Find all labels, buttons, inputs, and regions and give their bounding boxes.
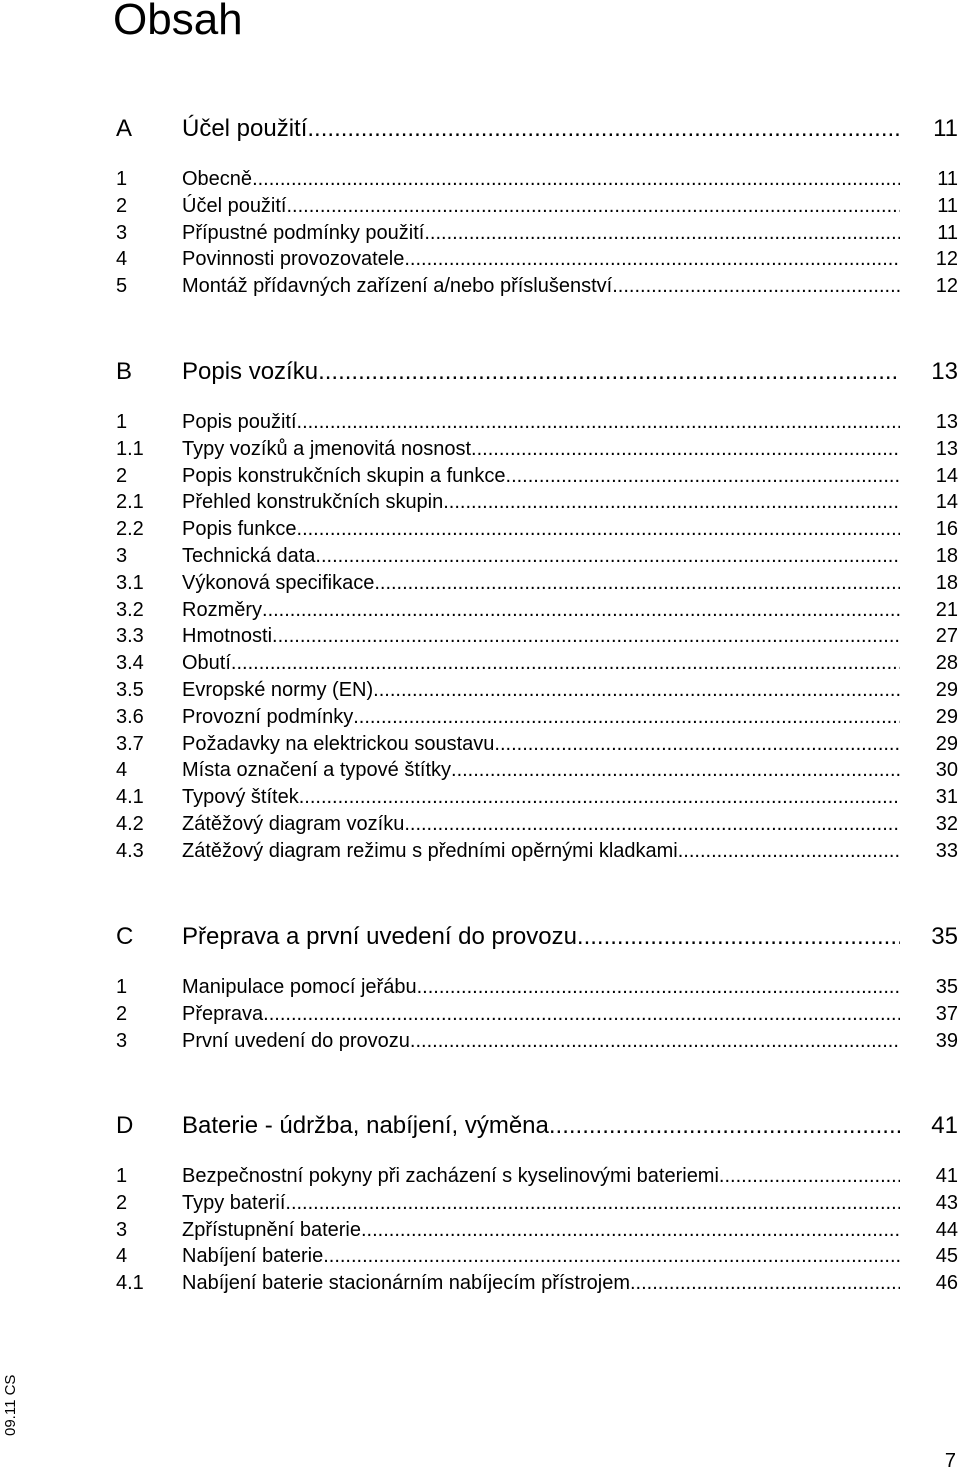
toc-row[interactable] xyxy=(116,1001,958,1028)
toc-row[interactable] xyxy=(116,489,958,516)
item-page: 39 xyxy=(935,1029,958,1052)
toc-row[interactable] xyxy=(116,1028,958,1055)
item-number: 1 xyxy=(116,168,128,190)
item-title: Požadavky na elektrickou soustavu xyxy=(182,732,495,755)
toc-section-a xyxy=(116,114,958,300)
toc-row[interactable] xyxy=(116,1163,958,1190)
item-number: 2 xyxy=(116,464,128,487)
item-title: Přeprava xyxy=(182,1002,264,1025)
item-number: 1 xyxy=(116,976,128,998)
item-title: Hmotnosti xyxy=(182,625,273,648)
item-title: Provozní podmínky xyxy=(182,705,354,728)
item-number: 2 xyxy=(116,1191,128,1214)
dot-leader xyxy=(231,650,900,677)
item-title: Nabíjení baterie xyxy=(182,1245,324,1268)
item-title: Evropské normy (EN) xyxy=(182,678,374,701)
toc-row[interactable] xyxy=(116,1190,958,1217)
item-page: 18 xyxy=(935,544,958,567)
item-page: 13 xyxy=(935,411,958,433)
item-page: 29 xyxy=(935,732,958,755)
toc-row[interactable] xyxy=(116,409,958,436)
toc-row[interactable] xyxy=(116,731,958,758)
item-number: 5 xyxy=(116,275,128,298)
item-number: 4.2 xyxy=(116,812,144,835)
toc-row[interactable] xyxy=(116,677,958,704)
dot-leader xyxy=(285,1190,900,1217)
dot-leader xyxy=(315,543,900,570)
chapter-title: Baterie - údržba, nabíjení, výměna xyxy=(182,1112,549,1139)
item-number: 4 xyxy=(116,248,128,271)
item-page: 37 xyxy=(935,1002,958,1025)
toc-row[interactable] xyxy=(116,516,958,543)
item-title: Povinnosti provozovatele xyxy=(182,248,405,271)
dot-leader xyxy=(361,1217,900,1244)
dot-leader xyxy=(471,436,900,463)
dot-leader xyxy=(353,704,900,731)
toc-section-b xyxy=(116,357,958,865)
item-title: Nabíjení baterie stacionárním nabíjecím přístrojem xyxy=(182,1272,630,1295)
dot-leader xyxy=(630,1270,900,1297)
dot-leader xyxy=(307,114,900,144)
dot-leader xyxy=(262,597,900,624)
item-page: 32 xyxy=(935,812,958,835)
toc-row[interactable] xyxy=(116,543,958,570)
toc-chapter-row[interactable] xyxy=(116,357,958,387)
item-page: 29 xyxy=(935,705,958,728)
item-title: Zpřístupnění baterie xyxy=(182,1218,361,1241)
item-page: 35 xyxy=(935,976,958,998)
item-number: 3.3 xyxy=(116,625,144,648)
item-page: 11 xyxy=(937,194,958,217)
dot-leader xyxy=(577,922,900,952)
dot-leader xyxy=(263,1001,900,1028)
toc-row[interactable] xyxy=(116,166,958,193)
toc-section-c xyxy=(116,922,958,1054)
toc-row[interactable] xyxy=(116,650,958,677)
item-title: Účel použití xyxy=(182,194,287,217)
toc-row[interactable] xyxy=(116,704,958,731)
item-number: 2.1 xyxy=(116,491,144,514)
item-number: 3.2 xyxy=(116,598,144,621)
dot-leader xyxy=(678,838,900,865)
item-page: 45 xyxy=(935,1245,958,1268)
item-number: 4 xyxy=(116,759,128,782)
page-title: Obsah xyxy=(113,0,243,44)
toc-row[interactable] xyxy=(116,570,958,597)
toc-row[interactable] xyxy=(116,1243,958,1270)
item-page: 14 xyxy=(935,464,958,487)
item-number: 1 xyxy=(116,1165,128,1187)
item-title: Manipulace pomocí jeřábu xyxy=(182,976,417,998)
item-number: 3 xyxy=(116,221,128,244)
item-page: 31 xyxy=(935,786,958,809)
item-title: Přehled konstrukčních skupin xyxy=(182,491,444,514)
dot-leader xyxy=(323,1243,900,1270)
item-number: 3 xyxy=(116,1218,128,1241)
chapter-title: Přeprava a první uvedení do provozu xyxy=(182,923,577,950)
item-page: 30 xyxy=(935,759,958,782)
item-number: 4.1 xyxy=(116,1272,144,1295)
item-page: 12 xyxy=(935,248,958,271)
item-title: Popis použití xyxy=(182,411,297,433)
toc-row[interactable] xyxy=(116,838,958,865)
item-number: 2 xyxy=(116,194,128,217)
item-title: Montáž přídavných zařízení a/nebo příslušenství xyxy=(182,275,613,298)
item-title: Popis funkce xyxy=(182,518,297,541)
toc-row[interactable] xyxy=(116,974,958,1001)
toc-row[interactable] xyxy=(116,436,958,463)
item-number: 3 xyxy=(116,1029,128,1052)
dot-leader xyxy=(494,731,900,758)
item-title: Místa označení a typové štítky xyxy=(182,759,452,782)
item-page: 13 xyxy=(935,437,958,460)
page-number: 7 xyxy=(944,1450,956,1472)
item-title: Popis konstrukčních skupin a funkce xyxy=(182,464,506,487)
chapter-number: D xyxy=(116,1112,134,1139)
item-page: 43 xyxy=(935,1191,958,1214)
item-number: 4.3 xyxy=(116,839,144,862)
toc-row[interactable] xyxy=(116,273,958,300)
item-number: 3.6 xyxy=(116,705,144,728)
item-title: Bezpečnostní pokyny při zacházení s kyselinovými bateriemi xyxy=(182,1165,719,1187)
dot-leader xyxy=(272,623,900,650)
dot-leader xyxy=(451,757,900,784)
dot-leader xyxy=(404,246,900,273)
item-number: 3.5 xyxy=(116,678,144,701)
item-page: 12 xyxy=(935,275,958,298)
item-number: 2 xyxy=(116,1002,128,1025)
dot-leader xyxy=(549,1111,900,1141)
item-page: 44 xyxy=(935,1218,958,1241)
item-title: Výkonová specifikace xyxy=(182,571,375,594)
dot-leader xyxy=(252,166,900,193)
toc-row[interactable] xyxy=(116,220,958,247)
dot-leader xyxy=(506,463,900,490)
item-number: 3.7 xyxy=(116,732,144,755)
dot-leader xyxy=(299,784,900,811)
dot-leader xyxy=(424,220,900,247)
dot-leader xyxy=(318,357,900,387)
chapter-page: 11 xyxy=(933,115,958,142)
item-number: 4.1 xyxy=(116,786,144,809)
chapter-number: B xyxy=(116,358,133,385)
item-title: Typy baterií xyxy=(182,1191,286,1214)
dot-leader xyxy=(287,193,901,220)
item-page: 46 xyxy=(935,1272,958,1295)
item-page: 14 xyxy=(935,491,958,514)
dot-leader xyxy=(417,974,900,1001)
toc-chapter-row[interactable] xyxy=(116,1111,958,1141)
item-number: 1.1 xyxy=(116,437,144,460)
item-number: 1 xyxy=(116,411,128,433)
toc-row[interactable] xyxy=(116,463,958,490)
item-number: 4 xyxy=(116,1245,128,1268)
item-title: Zátěžový diagram režimu s předními opěrnými kladkami xyxy=(182,839,678,862)
dot-leader xyxy=(297,409,900,436)
item-page: 28 xyxy=(935,652,958,675)
item-page: 16 xyxy=(935,518,958,541)
item-title: První uvedení do provozu xyxy=(182,1029,410,1052)
item-page: 27 xyxy=(935,625,958,648)
item-number: 2.2 xyxy=(116,518,144,541)
dot-leader xyxy=(443,489,900,516)
chapter-number: C xyxy=(116,923,134,950)
item-title: Typový štítek xyxy=(182,786,299,809)
dot-leader xyxy=(374,570,900,597)
item-title: Typy vozíků a jmenovitá nosnost xyxy=(182,437,472,460)
item-page: 41 xyxy=(935,1165,958,1187)
item-title: Přípustné podmínky použití xyxy=(182,221,425,244)
dot-leader xyxy=(297,516,900,543)
toc-row[interactable] xyxy=(116,193,958,220)
chapter-title: Popis vozíku xyxy=(182,358,319,385)
item-title: Obecně xyxy=(182,168,253,190)
toc-row[interactable] xyxy=(116,623,958,650)
item-number: 3.4 xyxy=(116,652,144,675)
toc-chapter-row[interactable] xyxy=(116,114,958,144)
item-page: 29 xyxy=(935,678,958,701)
dot-leader xyxy=(373,677,900,704)
toc-row[interactable] xyxy=(116,784,958,811)
chapter-title: Účel použití xyxy=(182,115,308,142)
item-page: 21 xyxy=(935,598,958,621)
toc-row[interactable] xyxy=(116,246,958,273)
toc-row[interactable] xyxy=(116,1217,958,1244)
toc-row[interactable] xyxy=(116,1270,958,1297)
item-title: Obutí xyxy=(182,652,231,675)
dot-leader xyxy=(404,811,900,838)
dot-leader xyxy=(719,1163,900,1190)
item-page: 11 xyxy=(937,221,958,244)
dot-leader xyxy=(410,1028,900,1055)
version-code: 09.11 CS xyxy=(2,1374,19,1436)
item-number: 3 xyxy=(116,544,128,567)
item-title: Rozměry xyxy=(182,598,263,621)
toc-row[interactable] xyxy=(116,597,958,624)
chapter-page: 41 xyxy=(931,1112,958,1139)
toc-chapter-row[interactable] xyxy=(116,922,958,952)
item-page: 33 xyxy=(935,839,958,862)
dot-leader xyxy=(612,273,900,300)
item-number: 3.1 xyxy=(116,571,144,594)
toc-row[interactable] xyxy=(116,811,958,838)
chapter-page: 35 xyxy=(931,923,958,950)
item-page: 18 xyxy=(935,571,958,594)
toc-row[interactable] xyxy=(116,757,958,784)
chapter-number: A xyxy=(116,115,133,142)
toc-section-d xyxy=(116,1111,958,1297)
chapter-page: 13 xyxy=(931,358,958,385)
item-title: Zátěžový diagram vozíku xyxy=(182,812,405,835)
item-page: 11 xyxy=(937,168,958,190)
item-title: Technická data xyxy=(182,544,316,567)
